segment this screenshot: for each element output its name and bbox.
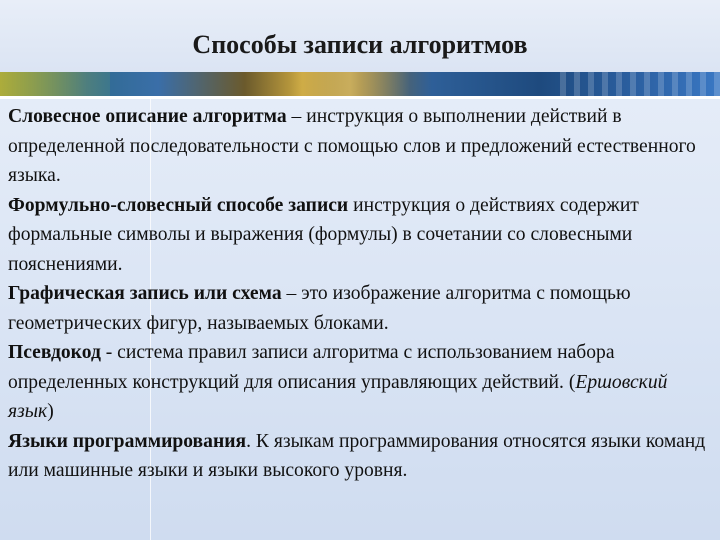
definition: – инструкция о выполнении действий в определенной последовательности с помощью слов и предложений естественного языка. [8, 106, 696, 186]
term: Языки программирования [8, 430, 247, 452]
banner-glint-center [290, 72, 410, 96]
definition: - система правил записи алгоритма с использованием набора определенных конструкций для описания управляющих действий. ( [8, 342, 615, 393]
banner-keyboard-texture [560, 72, 720, 96]
paragraph-graphic-scheme [8, 279, 712, 338]
paragraph-programming-languages [8, 427, 712, 486]
banner-glint-left [0, 72, 110, 96]
definition: – это изображение алгоритма с помощью геометрических фигур, называемых блоками. [8, 283, 631, 334]
slide-body [8, 102, 712, 486]
term: Графическая запись или схема [8, 283, 282, 304]
slide-title: Способы записи алгоритмов [192, 30, 528, 59]
term: Формульно-словесный способе записи [8, 194, 349, 216]
decorative-banner-image [0, 72, 720, 96]
definition: инструкция о действиях содержит формальные символы и выражения (формулы) в сочетании со словесными пояснениями. [8, 194, 639, 275]
closing-paren: ) [47, 401, 54, 422]
term: Псевдокод [8, 342, 101, 363]
definition: . К языкам программирования относятся языки команд или машинные языки и языки высокого уровня. [8, 430, 706, 481]
paragraph-formula-verbal [8, 191, 712, 280]
paragraph-verbal-description [8, 102, 712, 191]
title-bar [0, 0, 720, 72]
italic-example: Ершовский язык [8, 371, 668, 422]
paragraph-pseudocode [8, 338, 712, 427]
divider [0, 96, 720, 99]
term: Словесное описание алгоритма [8, 106, 287, 127]
